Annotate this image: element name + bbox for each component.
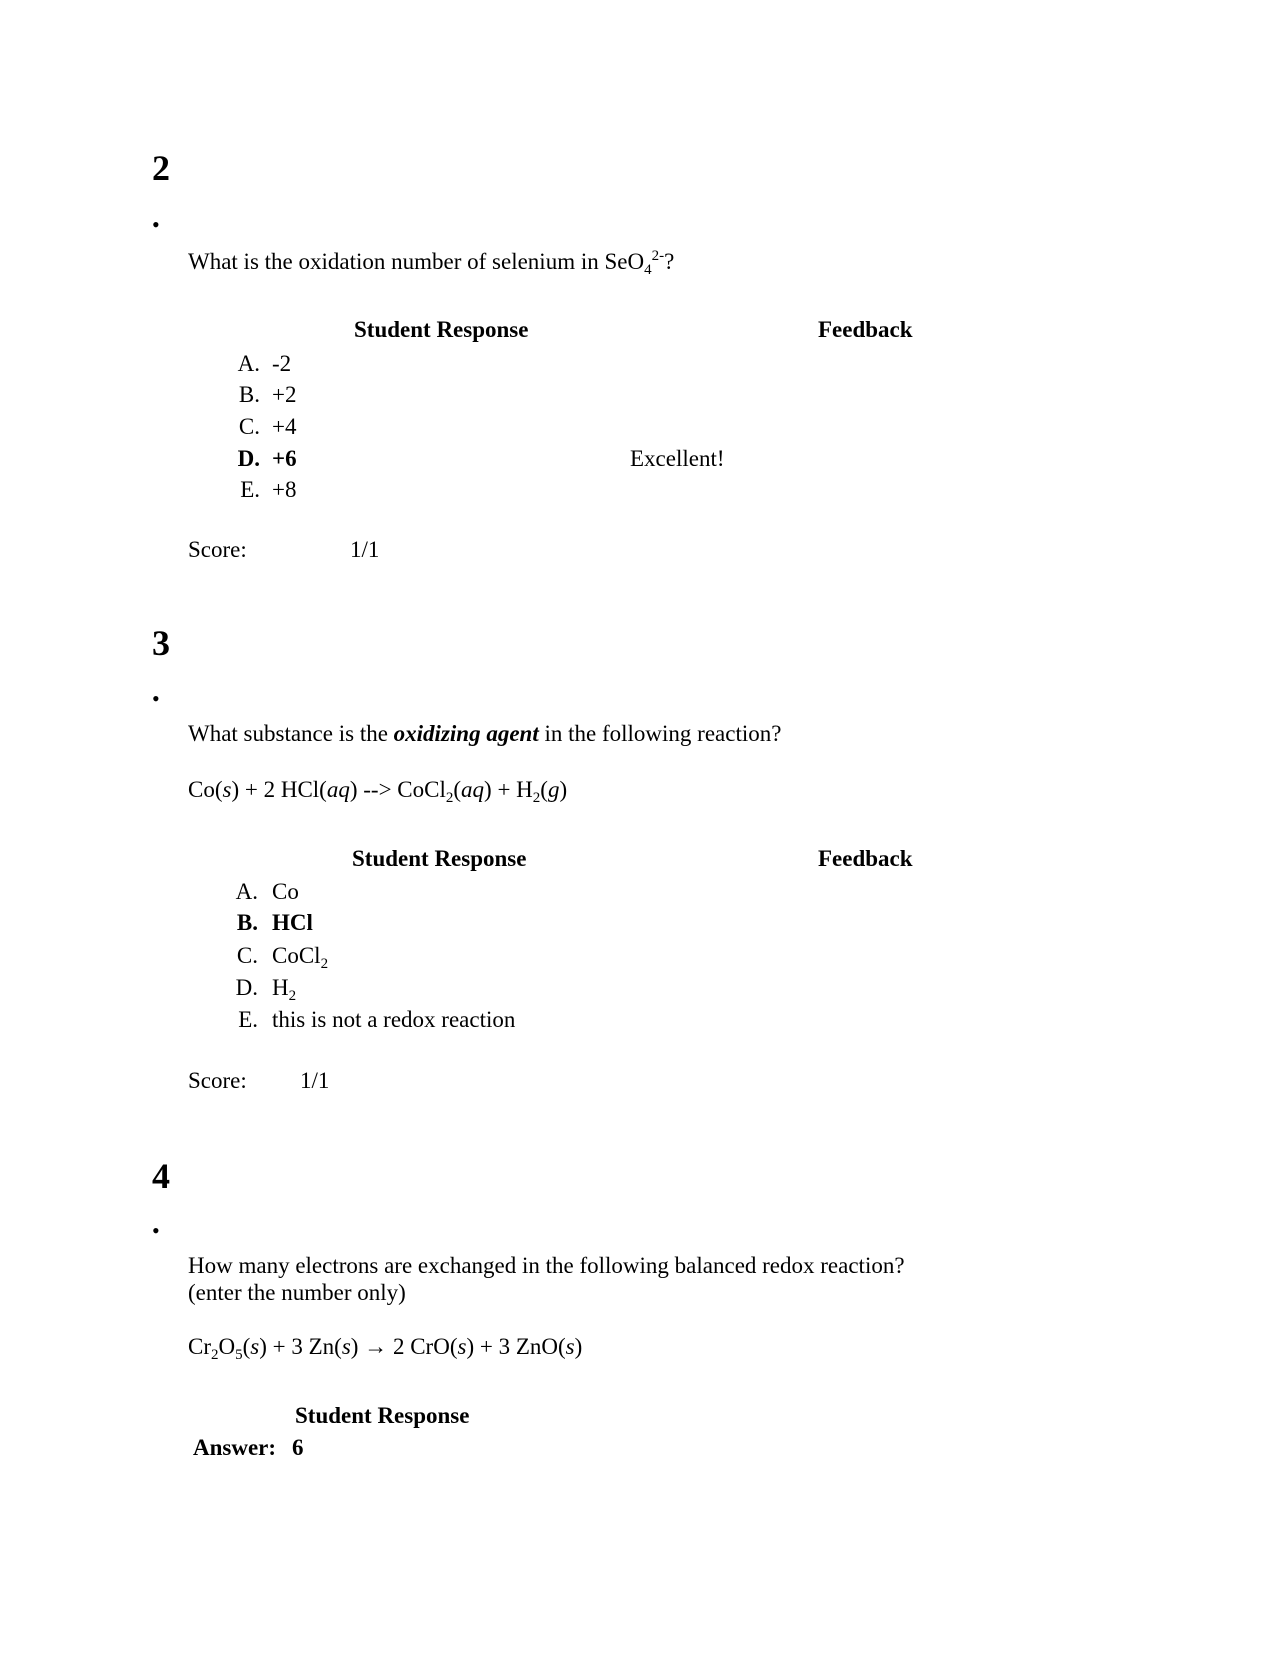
option-letter: C.	[236, 943, 258, 968]
option-letter: B.	[238, 382, 260, 407]
eq-state: g	[547, 777, 560, 802]
option-text: Co	[272, 879, 299, 904]
option-letter: A.	[235, 879, 258, 904]
feedback-header: Feedback	[818, 317, 913, 342]
bullet: •	[152, 686, 160, 711]
option-text: +2	[272, 382, 297, 407]
eq-part: Cr	[188, 1334, 211, 1359]
option-text-selected: +6	[272, 446, 297, 471]
option-letter: C.	[238, 414, 260, 439]
option-subscript: 2	[320, 956, 329, 972]
prompt-emphasis: oxidizing agent	[393, 721, 539, 746]
eq-part: ) + 3 Zn(	[259, 1334, 342, 1359]
score-label: Score:	[188, 537, 247, 562]
eq-part: (	[242, 1334, 251, 1359]
eq-state: aq	[461, 777, 485, 802]
prompt-text: What is the oxidation number of selenium in SeO	[188, 249, 645, 274]
option-text: +8	[272, 477, 297, 502]
eq-part: )	[559, 777, 568, 802]
eq-subscript: 2	[532, 790, 541, 806]
bullet: •	[152, 1218, 160, 1243]
eq-part: ) --> CoCl	[349, 777, 446, 802]
eq-part: Co(	[188, 777, 223, 802]
eq-part: (	[453, 777, 462, 802]
score-value: 1/1	[300, 1068, 330, 1093]
option-text: -2	[272, 351, 292, 376]
option-text: this is not a redox reaction	[272, 1007, 516, 1032]
eq-part: O	[218, 1334, 236, 1359]
question-number: 4	[152, 1156, 170, 1196]
question-prompt-line1: How many electrons are exchanged in the following balanced redox reaction?	[188, 1253, 905, 1278]
prompt-superscript: 2-	[651, 248, 665, 264]
option-letter-selected: D.	[237, 446, 260, 471]
eq-part: ) + 3 ZnO(	[466, 1334, 566, 1359]
option-feedback: Excellent!	[630, 446, 725, 471]
eq-state: s	[565, 1334, 575, 1359]
eq-subscript: 2	[211, 1347, 219, 1363]
student-response-header: Student Response	[352, 846, 527, 871]
eq-part: ) + H	[484, 777, 533, 802]
option-letter: E.	[238, 1007, 258, 1032]
reaction-equation	[188, 1334, 583, 1363]
option-letter: E.	[240, 477, 260, 502]
answer-label: Answer:	[193, 1435, 277, 1460]
eq-part: ) → 2 CrO(	[350, 1334, 458, 1359]
student-response-header: Student Response	[295, 1403, 470, 1428]
eq-part: (	[540, 777, 548, 802]
option-text	[272, 975, 297, 1004]
option-text	[272, 943, 329, 972]
eq-subscript: 5	[235, 1347, 243, 1363]
feedback-header: Feedback	[818, 846, 913, 871]
question-prompt-line2: (enter the number only)	[188, 1280, 406, 1305]
eq-part: )	[574, 1334, 583, 1359]
option-subscript: 2	[288, 988, 297, 1004]
eq-subscript: 2	[445, 790, 454, 806]
prompt-text-end: ?	[664, 249, 675, 274]
eq-state: aq	[326, 777, 350, 802]
student-response-header: Student Response	[354, 317, 529, 342]
question-number: 2	[152, 148, 170, 188]
option-formula: H	[272, 975, 289, 1000]
option-formula: CoCl	[272, 943, 321, 968]
question-prompt	[188, 248, 675, 278]
prompt-text: What substance is the	[188, 721, 394, 746]
eq-state: s	[222, 777, 232, 802]
score-value: 1/1	[350, 537, 380, 562]
prompt-subscript: 4	[644, 262, 652, 278]
option-letter: A.	[237, 351, 260, 376]
prompt-text-end: in the following reaction?	[538, 721, 782, 746]
option-letter: D.	[235, 975, 258, 1000]
bullet: •	[152, 212, 160, 237]
question-prompt	[188, 722, 781, 745]
eq-state: s	[457, 1334, 467, 1359]
eq-part: ) + 2 HCl(	[231, 777, 327, 802]
eq-state: s	[341, 1334, 351, 1359]
option-text-selected: HCl	[272, 910, 313, 935]
answer-value: 6	[292, 1435, 304, 1460]
score-label: Score:	[188, 1068, 247, 1093]
option-text: +4	[272, 414, 297, 439]
eq-state: s	[250, 1334, 260, 1359]
option-letter-selected: B.	[236, 910, 258, 935]
question-number: 3	[152, 623, 170, 663]
reaction-equation	[188, 777, 568, 806]
